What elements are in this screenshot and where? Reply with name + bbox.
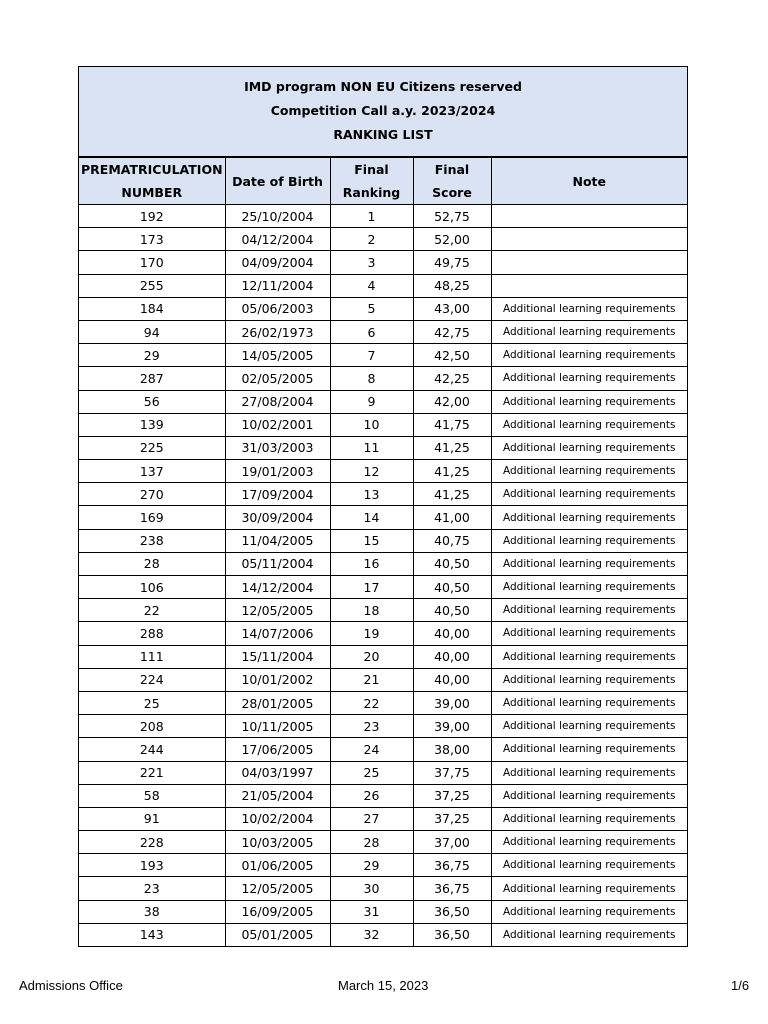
cell-date-of-birth: 10/01/2002: [225, 668, 330, 691]
cell-note: Additional learning requirements: [491, 807, 687, 830]
footer-date: March 15, 2023: [338, 978, 429, 993]
cell-date-of-birth: 16/09/2005: [225, 900, 330, 923]
cell-final-ranking: 27: [330, 807, 413, 830]
cell-note: Additional learning requirements: [491, 367, 687, 390]
cell-final-score: 41,00: [413, 506, 491, 529]
table-row: [79, 715, 687, 738]
cell-note: Additional learning requirements: [491, 552, 687, 575]
cell-date-of-birth: 21/05/2004: [225, 784, 330, 807]
cell-date-of-birth: 10/02/2001: [225, 413, 330, 436]
cell-final-ranking: 32: [330, 923, 413, 946]
cell-prematriculation-number: 288: [79, 622, 225, 645]
cell-note: Additional learning requirements: [491, 390, 687, 413]
cell-final-ranking: 25: [330, 761, 413, 784]
cell-note: Additional learning requirements: [503, 928, 676, 941]
header-note: Note: [491, 158, 687, 205]
cell-final-score: 43,00: [413, 297, 491, 320]
cell-note: Additional learning requirements: [491, 529, 687, 552]
cell-final-ranking: 2: [330, 228, 413, 251]
cell-note: Additional learning requirements: [491, 576, 687, 599]
table-row: [79, 251, 687, 274]
cell-note: Additional learning requirements: [491, 784, 687, 807]
cell-note: Additional learning requirements: [491, 297, 687, 320]
cell-note: [491, 228, 687, 251]
table-body: [79, 205, 687, 947]
table-row: [79, 923, 687, 946]
table-row: [79, 506, 687, 529]
ranking-list-title: RANKING LIST: [333, 127, 433, 142]
table-header-row: [79, 158, 687, 205]
cell-final-ranking: 3: [330, 251, 413, 274]
cell-final-score: 40,50: [413, 552, 491, 575]
cell-prematriculation-number: 137: [79, 460, 225, 483]
cell-prematriculation-number: 25: [79, 691, 225, 714]
cell-final-score: 37,75: [413, 761, 491, 784]
cell-prematriculation-number: 29: [79, 344, 225, 367]
cell-final-ranking: 24: [330, 738, 413, 761]
cell-note: Additional learning requirements: [491, 344, 687, 367]
cell-final-ranking: 11: [330, 436, 413, 459]
cell-final-ranking: 30: [330, 877, 413, 900]
table-row: [79, 576, 687, 599]
cell-final-score: 49,75: [413, 251, 491, 274]
cell-date-of-birth: 10/02/2004: [225, 807, 330, 830]
header-date-of-birth: Date of Birth: [225, 158, 330, 205]
cell-note: Additional learning requirements: [491, 645, 687, 668]
cell-final-score: 36,75: [413, 877, 491, 900]
table-row: [79, 274, 687, 297]
cell-final-ranking: 13: [330, 483, 413, 506]
cell-date-of-birth: 26/02/1973: [225, 320, 330, 343]
table-row: [79, 761, 687, 784]
cell-prematriculation-number: 255: [79, 274, 225, 297]
table-row: [79, 738, 687, 761]
cell-note: [491, 251, 687, 274]
cell-final-score: 38,00: [413, 738, 491, 761]
cell-date-of-birth: 14/05/2005: [225, 344, 330, 367]
cell-date-of-birth: 01/06/2005: [225, 854, 330, 877]
cell-prematriculation-number: 221: [79, 761, 225, 784]
table-row: [79, 344, 687, 367]
cell-prematriculation-number: 28: [79, 552, 225, 575]
cell-final-ranking: 8: [330, 367, 413, 390]
table-row: [79, 413, 687, 436]
header-final-score: Final Score: [413, 158, 491, 205]
header-final-ranking: Final Ranking: [330, 158, 413, 205]
table-row: [79, 205, 687, 228]
cell-date-of-birth: 05/01/2005: [225, 923, 330, 946]
cell-final-score: 40,50: [413, 576, 491, 599]
cell-final-score: 42,25: [413, 367, 491, 390]
cell-note: Additional learning requirements: [491, 691, 687, 714]
table-row: [79, 297, 687, 320]
cell-prematriculation-number: 56: [79, 390, 225, 413]
cell-final-score: 42,00: [413, 390, 491, 413]
cell-note: Additional learning requirements: [491, 483, 687, 506]
cell-final-ranking: 21: [330, 668, 413, 691]
cell-final-score: 48,25: [413, 274, 491, 297]
cell-prematriculation-number: 287: [79, 367, 225, 390]
cell-final-ranking: 7: [330, 344, 413, 367]
table-row: [79, 691, 687, 714]
cell-final-ranking: 20: [330, 645, 413, 668]
table-row: [79, 552, 687, 575]
footer-page-number: 1/6: [731, 978, 750, 993]
table-row: [79, 460, 687, 483]
table-row: [79, 877, 687, 900]
cell-final-score: 37,25: [413, 807, 491, 830]
cell-final-score: 37,00: [413, 831, 491, 854]
cell-note: Additional learning requirements: [491, 715, 687, 738]
cell-date-of-birth: 12/05/2005: [225, 877, 330, 900]
cell-final-score: 40,50: [413, 599, 491, 622]
cell-prematriculation-number: 58: [79, 784, 225, 807]
table-row: [79, 900, 687, 923]
table-row: [79, 390, 687, 413]
cell-final-score: 52,00: [413, 228, 491, 251]
cell-note: Additional learning requirements: [491, 900, 687, 923]
cell-final-ranking: 19: [330, 622, 413, 645]
cell-date-of-birth: 05/06/2003: [225, 297, 330, 320]
cell-prematriculation-number: 170: [79, 251, 225, 274]
cell-prematriculation-number: 91: [79, 807, 225, 830]
cell-date-of-birth: 14/07/2006: [225, 622, 330, 645]
cell-date-of-birth: 02/05/2005: [225, 367, 330, 390]
cell-final-ranking: 6: [330, 320, 413, 343]
cell-final-ranking: 26: [330, 784, 413, 807]
cell-final-score: 40,00: [413, 668, 491, 691]
cell-note: Additional learning requirements: [491, 668, 687, 691]
cell-date-of-birth: 12/05/2005: [225, 599, 330, 622]
cell-date-of-birth: 31/03/2003: [225, 436, 330, 459]
cell-final-score: 39,00: [413, 691, 491, 714]
cell-note: Additional learning requirements: [491, 436, 687, 459]
table-row: [79, 483, 687, 506]
cell-final-score: 42,50: [413, 344, 491, 367]
cell-date-of-birth: 04/12/2004: [225, 228, 330, 251]
cell-date-of-birth: 10/03/2005: [225, 831, 330, 854]
cell-prematriculation-number: 173: [79, 228, 225, 251]
cell-date-of-birth: 15/11/2004: [225, 645, 330, 668]
cell-final-score: 41,25: [413, 436, 491, 459]
table-row: [79, 784, 687, 807]
ranking-table: [79, 158, 687, 946]
table-row: [79, 436, 687, 459]
cell-prematriculation-number: 224: [79, 668, 225, 691]
cell-final-ranking: 14: [330, 506, 413, 529]
cell-note: Additional learning requirements: [491, 877, 687, 900]
cell-final-score: 36,50: [413, 900, 491, 923]
cell-prematriculation-number: 169: [79, 506, 225, 529]
title-block: [79, 67, 687, 158]
cell-prematriculation-number: 22: [79, 599, 225, 622]
cell-final-ranking: 22: [330, 691, 413, 714]
cell-final-score: 39,00: [413, 715, 491, 738]
cell-date-of-birth: 10/11/2005: [225, 715, 330, 738]
cell-date-of-birth: 04/09/2004: [225, 251, 330, 274]
ranking-sheet: [78, 66, 688, 947]
cell-final-score: 40,75: [413, 529, 491, 552]
cell-final-score: 42,75: [413, 320, 491, 343]
cell-prematriculation-number: 208: [79, 715, 225, 738]
cell-final-score: 52,75: [413, 205, 491, 228]
cell-prematriculation-number: 111: [79, 645, 225, 668]
table-row: [79, 645, 687, 668]
cell-prematriculation-number: 106: [79, 576, 225, 599]
table-row: [79, 807, 687, 830]
cell-note: Additional learning requirements: [491, 622, 687, 645]
cell-date-of-birth: 28/01/2005: [225, 691, 330, 714]
cell-note: Additional learning requirements: [491, 738, 687, 761]
cell-prematriculation-number: 23: [79, 877, 225, 900]
cell-final-score: 41,25: [413, 483, 491, 506]
header-prematriculation-number: PREMATRICULATION NUMBER: [79, 158, 225, 205]
cell-prematriculation-number: 139: [79, 413, 225, 436]
table-row: [79, 529, 687, 552]
cell-note: [491, 205, 687, 228]
cell-prematriculation-number: 225: [79, 436, 225, 459]
cell-final-ranking: 15: [330, 529, 413, 552]
cell-note: Additional learning requirements: [491, 831, 687, 854]
table-row: [79, 320, 687, 343]
cell-date-of-birth: 05/11/2004: [225, 552, 330, 575]
cell-note: Additional learning requirements: [491, 320, 687, 343]
cell-final-ranking: 28: [330, 831, 413, 854]
cell-prematriculation-number: 192: [79, 205, 225, 228]
program-title: IMD program NON EU Citizens reserved: [244, 79, 522, 94]
table-row: [79, 599, 687, 622]
cell-final-ranking: 18: [330, 599, 413, 622]
cell-prematriculation-number: 184: [79, 297, 225, 320]
cell-date-of-birth: 25/10/2004: [225, 205, 330, 228]
cell-note: [491, 274, 687, 297]
cell-date-of-birth: 27/08/2004: [225, 390, 330, 413]
cell-final-score: 41,25: [413, 460, 491, 483]
cell-prematriculation-number: 38: [79, 900, 225, 923]
cell-note: Additional learning requirements: [491, 413, 687, 436]
competition-call-title: Competition Call a.y. 2023/2024: [270, 103, 496, 118]
cell-final-ranking: 31: [330, 900, 413, 923]
cell-final-ranking: 10: [330, 413, 413, 436]
table-row: [79, 228, 687, 251]
cell-prematriculation-number: 228: [79, 831, 225, 854]
cell-date-of-birth: 30/09/2004: [225, 506, 330, 529]
table-row: [79, 668, 687, 691]
cell-date-of-birth: 17/09/2004: [225, 483, 330, 506]
table-row: [79, 854, 687, 877]
cell-final-ranking: 17: [330, 576, 413, 599]
cell-final-ranking: 16: [330, 552, 413, 575]
cell-final-ranking: 4: [330, 274, 413, 297]
table-row: [79, 367, 687, 390]
cell-final-score: 41,75: [413, 413, 491, 436]
table-row: [79, 622, 687, 645]
cell-date-of-birth: 17/06/2005: [225, 738, 330, 761]
cell-final-score: 40,00: [413, 645, 491, 668]
cell-final-ranking: 9: [330, 390, 413, 413]
cell-prematriculation-number: 238: [79, 529, 225, 552]
cell-final-ranking: 23: [330, 715, 413, 738]
cell-note: Additional learning requirements: [491, 599, 687, 622]
footer-office: Admissions Office: [19, 978, 123, 993]
cell-prematriculation-number: 244: [79, 738, 225, 761]
cell-prematriculation-number: 270: [79, 483, 225, 506]
cell-date-of-birth: 14/12/2004: [225, 576, 330, 599]
cell-date-of-birth: 11/04/2005: [225, 529, 330, 552]
cell-prematriculation-number: 143: [79, 923, 225, 946]
table-row: [79, 831, 687, 854]
cell-note: Additional learning requirements: [491, 854, 687, 877]
cell-final-ranking: 12: [330, 460, 413, 483]
cell-prematriculation-number: 94: [79, 320, 225, 343]
cell-final-score: 40,00: [413, 622, 491, 645]
cell-final-score: 37,25: [413, 784, 491, 807]
cell-date-of-birth: 12/11/2004: [225, 274, 330, 297]
cell-prematriculation-number: 193: [79, 854, 225, 877]
cell-date-of-birth: 04/03/1997: [225, 761, 330, 784]
cell-note: Additional learning requirements: [491, 506, 687, 529]
cell-note: Additional learning requirements: [491, 460, 687, 483]
cell-final-ranking: 1: [330, 205, 413, 228]
cell-note: Additional learning requirements: [491, 761, 687, 784]
cell-final-score: 36,75: [413, 854, 491, 877]
cell-date-of-birth: 19/01/2003: [225, 460, 330, 483]
cell-final-ranking: 5: [330, 297, 413, 320]
cell-final-score: 36,50: [413, 923, 491, 946]
cell-final-ranking: 29: [330, 854, 413, 877]
